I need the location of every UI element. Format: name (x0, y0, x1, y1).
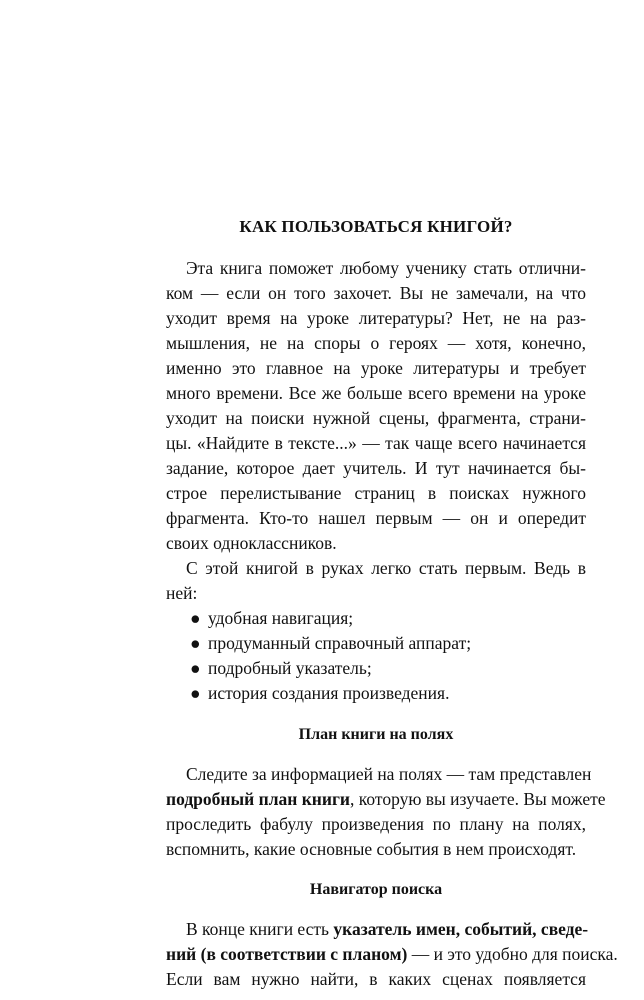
bullet-icon: ● (190, 658, 201, 678)
text-span: В конце книги есть (186, 919, 334, 939)
bullet-icon: ● (190, 683, 201, 703)
text-line: С этой книгой в руках легко стать первым. Ведь в (186, 558, 586, 578)
list-item-text: удобная навигация; (208, 608, 354, 628)
list-item-text: продуманный справочный аппарат; (208, 633, 472, 653)
text-line: задание, которое дает учитель. И тут начинается бы- (166, 458, 586, 478)
text-line: уходит на поиски нужной сцены, фрагмента, страни- (166, 408, 586, 428)
text-line (186, 917, 589, 941)
section-heading: Навигатор поиска (309, 881, 443, 898)
text-line: Эта книга поможет любому ученику стать отлични- (186, 258, 586, 278)
bold-text: ний (в соответствии с планом) (166, 944, 408, 964)
text-line (166, 942, 618, 966)
list-item-text: подробный указатель; (208, 658, 372, 678)
text-line: Если вам нужно найти, в каких сценах появляется (166, 969, 586, 989)
text-line: уходит время на уроке литературы? Нет, не на раз- (166, 308, 586, 328)
bold-text: указатель имен, событий, сведе- (333, 919, 589, 939)
bold-text: подробный план книги (166, 789, 351, 809)
text-line: проследить фабулу произведения по плану на полях, (166, 814, 586, 834)
text-span: , которую вы изучаете. Вы можете (350, 789, 606, 809)
text-line: строе перелистывание страниц в поисках нужного (166, 483, 586, 503)
text-line: своих одноклассников. (166, 533, 337, 553)
list-item-text: история создания произведения. (208, 683, 450, 703)
text-line: ком — если он того захочет. Вы не замечали, на что (166, 283, 586, 303)
bullet-icon: ● (190, 633, 201, 653)
text-line: Следите за информацией на полях — там представлен (186, 764, 592, 784)
text-line: вспомнить, какие основные события в нем происходят. (166, 839, 577, 859)
page-title: КАК ПОЛЬЗОВАТЬСЯ КНИГОЙ? (239, 217, 513, 236)
text-line: цы. «Найдите в тексте...» — так чаще всего начинается (166, 433, 586, 453)
text-span: — и это удобно для поиска. (407, 944, 618, 964)
text-line: ней: (166, 583, 198, 603)
text-line: много времени. Все же больше всего времени на уроке (166, 383, 586, 403)
text-line: именно это главное на уроке литературы и требует (166, 358, 586, 378)
text-line (166, 787, 606, 811)
text-line: мышления, не на споры о героях — хотя, конечно, (166, 333, 586, 353)
section-heading: План книги на полях (298, 726, 454, 743)
text-line: фрагмента. Кто-то нашел первым — он и опередит (166, 508, 586, 528)
bullet-icon: ● (190, 608, 201, 628)
